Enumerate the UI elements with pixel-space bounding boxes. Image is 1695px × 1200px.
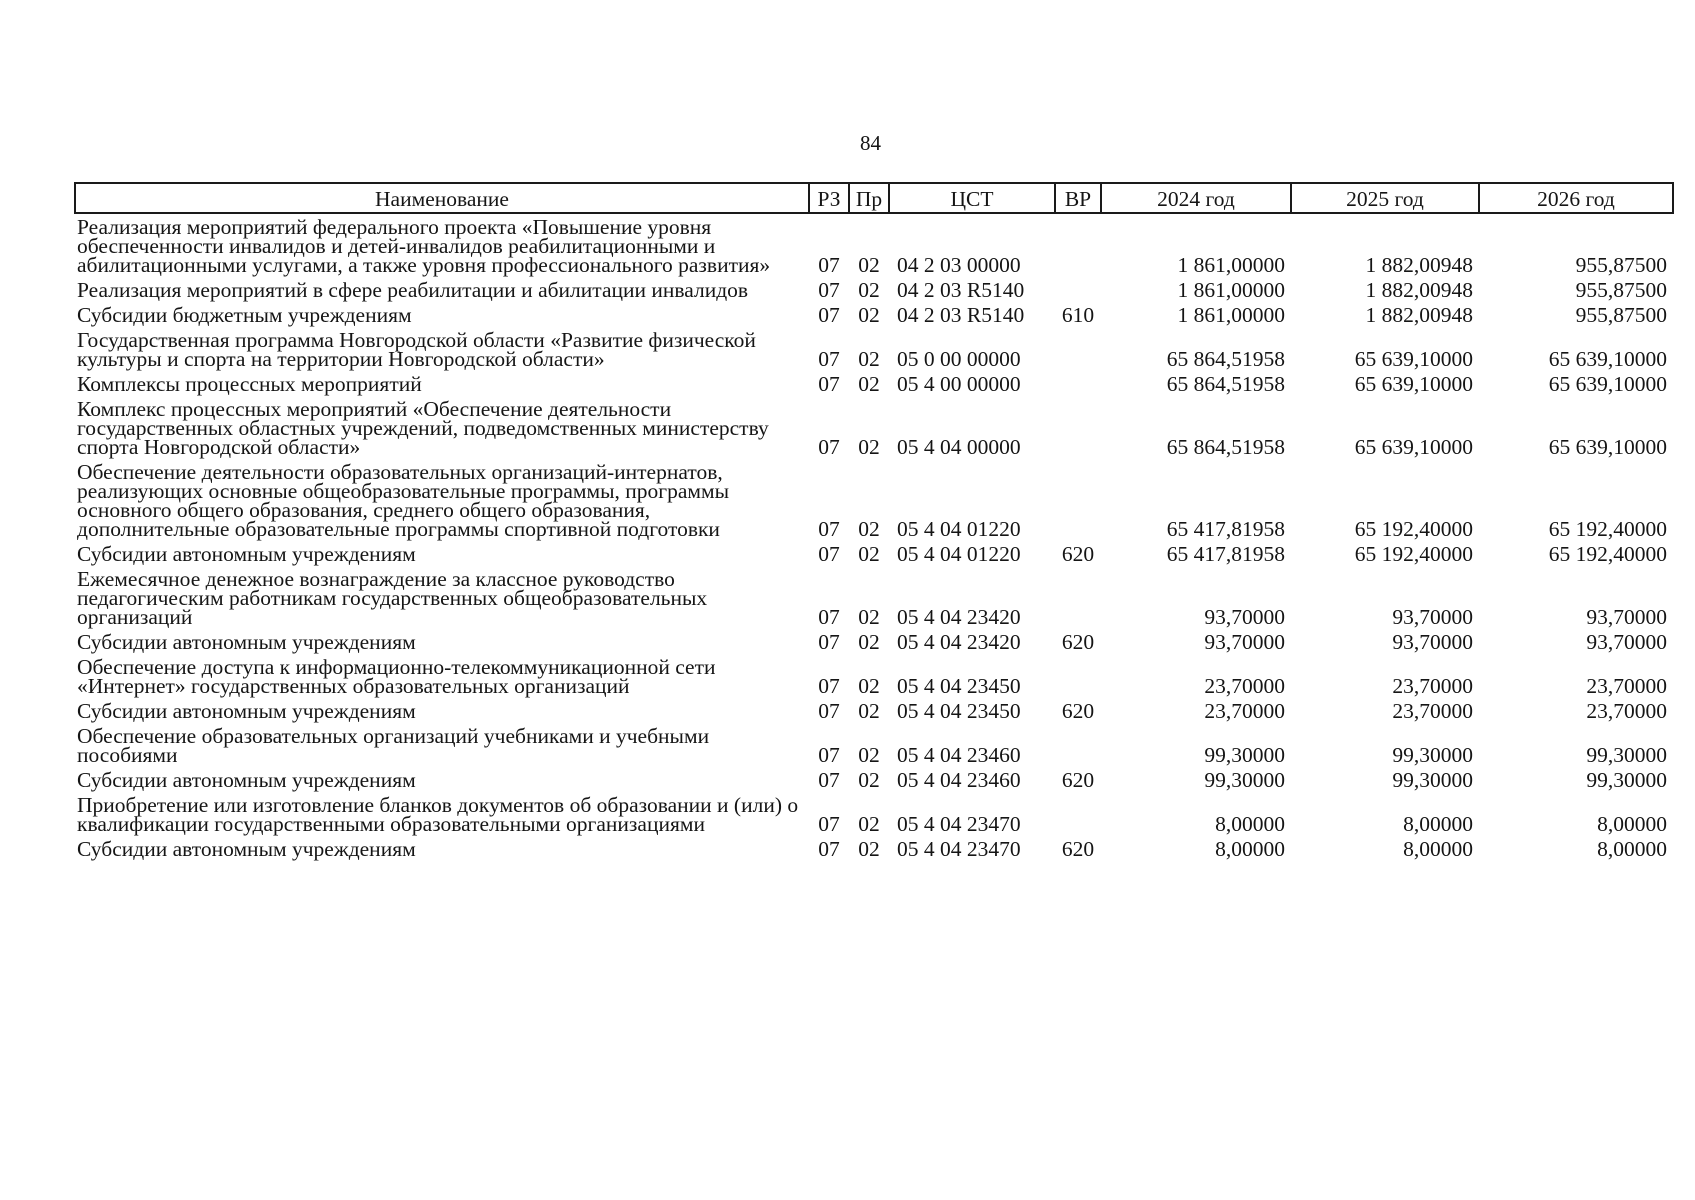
row-vr	[1055, 371, 1101, 396]
row-rz: 07	[818, 699, 840, 723]
row-rz: 07	[818, 812, 840, 836]
row-2024: 93,70000	[1204, 605, 1285, 629]
row-pr: 02	[858, 743, 880, 767]
header-vr: ВР	[1055, 183, 1101, 213]
row-2026: 8,00000	[1597, 837, 1667, 861]
row-name: Приобретение или изготовление бланков документов об образовании и (или) о квалификации государственными образовательными организациями	[77, 793, 799, 836]
row-2026: 65 192,40000	[1548, 517, 1667, 541]
row-2026: 955,87500	[1575, 278, 1667, 302]
row-name: Субсидии автономным учреждениям	[77, 837, 416, 861]
row-2024: 93,70000	[1204, 630, 1285, 654]
table-row	[75, 213, 1673, 277]
row-2025: 1 882,00948	[1365, 253, 1473, 277]
row-rz: 07	[818, 372, 840, 396]
row-name: Обеспечение образовательных организаций учебниками и учебными пособиями	[77, 724, 710, 767]
row-name: Субсидии автономным учреждениям	[77, 630, 416, 654]
row-rz: 07	[818, 630, 840, 654]
table-row	[75, 371, 1673, 396]
row-rz: 07	[818, 278, 840, 302]
row-2024: 23,70000	[1204, 674, 1285, 698]
row-2025: 99,30000	[1392, 743, 1473, 767]
row-2025: 8,00000	[1403, 812, 1473, 836]
row-cst: 04 2 03 R5140	[897, 278, 1025, 302]
row-rz: 07	[818, 743, 840, 767]
row-2024: 65 417,81958	[1166, 517, 1285, 541]
row-2026: 65 639,10000	[1548, 435, 1667, 459]
row-vr: 610	[1061, 303, 1095, 327]
header-2024: 2024 год	[1101, 183, 1291, 213]
row-vr	[1055, 396, 1101, 459]
row-pr: 02	[858, 435, 880, 459]
row-cst: 05 4 00 00000	[897, 372, 1021, 396]
row-rz: 07	[818, 768, 840, 792]
row-name: Субсидии автономным учреждениям	[77, 699, 416, 723]
row-vr: 620	[1061, 699, 1095, 723]
row-vr	[1055, 723, 1101, 767]
row-pr: 02	[858, 372, 880, 396]
row-2024: 65 417,81958	[1166, 542, 1285, 566]
row-name: Субсидии автономным учреждениям	[77, 542, 416, 566]
row-2025: 65 639,10000	[1354, 347, 1473, 371]
row-2026: 8,00000	[1597, 812, 1667, 836]
row-name: Комплексы процессных мероприятий	[77, 372, 422, 396]
row-cst: 05 4 04 23450	[897, 674, 1021, 698]
row-2025: 65 192,40000	[1354, 542, 1473, 566]
row-name: Реализация мероприятий федерального проекта «Повышение уровня обеспеченности инвалидов и детей-инвалидов реабилитационными и абилитационными услугами, а также уровня профессионального развития»	[77, 215, 771, 277]
row-2025: 93,70000	[1392, 605, 1473, 629]
row-vr: 620	[1061, 542, 1095, 566]
table-header	[75, 183, 1673, 213]
row-vr	[1055, 213, 1101, 277]
row-cst: 05 4 04 23460	[897, 768, 1021, 792]
row-rz: 07	[818, 674, 840, 698]
row-cst: 05 4 04 23470	[897, 837, 1021, 861]
row-name: Комплекс процессных мероприятий «Обеспечение деятельности государственных областных учреждений, подведомственных министерству спорта Новгородской области»	[77, 397, 769, 459]
row-cst: 05 4 04 01220	[897, 517, 1021, 541]
header-cst: ЦСТ	[889, 183, 1055, 213]
header-2025: 2025 год	[1291, 183, 1479, 213]
row-2026: 65 639,10000	[1548, 372, 1667, 396]
row-name: Субсидии бюджетным учреждениям	[77, 303, 412, 327]
row-rz: 07	[818, 837, 840, 861]
table-row	[75, 541, 1673, 566]
row-vr: 620	[1061, 837, 1095, 861]
table-row	[75, 277, 1673, 302]
row-cst: 04 2 03 00000	[897, 253, 1021, 277]
row-pr: 02	[858, 768, 880, 792]
row-pr: 02	[858, 674, 880, 698]
row-pr: 02	[858, 630, 880, 654]
row-2025: 8,00000	[1403, 837, 1473, 861]
row-2026: 23,70000	[1586, 699, 1667, 723]
row-cst: 05 4 04 01220	[897, 542, 1021, 566]
table-row	[75, 792, 1673, 836]
row-2025: 65 192,40000	[1354, 517, 1473, 541]
table-row	[75, 566, 1673, 629]
row-2024: 8,00000	[1215, 812, 1285, 836]
row-2024: 65 864,51958	[1166, 435, 1285, 459]
row-2025: 93,70000	[1392, 630, 1473, 654]
row-vr: 620	[1061, 768, 1095, 792]
row-name: Обеспечение деятельности образовательных организаций-интернатов, реализующих основные общеобразовательные программы, программы основного общего образования, среднего общего образования, дополнительные образовательные программы спортивной подготовки	[77, 460, 730, 541]
row-pr: 02	[858, 837, 880, 861]
row-2026: 65 192,40000	[1548, 542, 1667, 566]
row-2026: 99,30000	[1586, 768, 1667, 792]
row-cst: 05 4 04 00000	[897, 435, 1021, 459]
row-cst: 05 0 00 00000	[897, 347, 1021, 371]
row-2025: 23,70000	[1392, 699, 1473, 723]
row-name: Ежемесячное денежное вознаграждение за классное руководство педагогическим работникам государственных общеобразовательных организаций	[77, 567, 708, 629]
table-row	[75, 459, 1673, 541]
row-pr: 02	[858, 699, 880, 723]
page-number: 84	[860, 131, 881, 155]
row-2024: 1 861,00000	[1177, 303, 1285, 327]
row-2025: 1 882,00948	[1365, 303, 1473, 327]
row-rz: 07	[818, 605, 840, 629]
row-2024: 65 864,51958	[1166, 347, 1285, 371]
row-2024: 65 864,51958	[1166, 372, 1285, 396]
row-2024: 99,30000	[1204, 768, 1285, 792]
table-row	[75, 396, 1673, 459]
row-rz: 07	[818, 435, 840, 459]
row-2025: 99,30000	[1392, 768, 1473, 792]
row-name: Субсидии автономным учреждениям	[77, 768, 416, 792]
row-vr	[1055, 459, 1101, 541]
row-pr: 02	[858, 605, 880, 629]
row-pr: 02	[858, 278, 880, 302]
row-cst: 05 4 04 23460	[897, 743, 1021, 767]
row-2024: 1 861,00000	[1177, 253, 1285, 277]
row-name: Реализация мероприятий в сфере реабилитации и абилитации инвалидов	[77, 278, 749, 302]
row-2026: 955,87500	[1575, 253, 1667, 277]
table-row	[75, 836, 1673, 861]
row-pr: 02	[858, 347, 880, 371]
row-cst: 05 4 04 23420	[897, 630, 1021, 654]
row-2024: 8,00000	[1215, 837, 1285, 861]
row-cst: 05 4 04 23450	[897, 699, 1021, 723]
row-pr: 02	[858, 542, 880, 566]
table-row	[75, 767, 1673, 792]
row-vr	[1055, 566, 1101, 629]
row-2025: 65 639,10000	[1354, 435, 1473, 459]
table-body	[75, 213, 1673, 861]
row-vr: 620	[1061, 630, 1095, 654]
row-2026: 65 639,10000	[1548, 347, 1667, 371]
row-name: Государственная программа Новгородской области «Развитие физической культуры и спорта на территории Новгородской области»	[77, 328, 756, 371]
row-rz: 07	[818, 542, 840, 566]
table-row	[75, 698, 1673, 723]
header-row	[75, 183, 1673, 213]
header-rz: РЗ	[809, 183, 849, 213]
row-2026: 93,70000	[1586, 605, 1667, 629]
row-2026: 955,87500	[1575, 303, 1667, 327]
row-2024: 23,70000	[1204, 699, 1285, 723]
row-cst: 05 4 04 23420	[897, 605, 1021, 629]
row-pr: 02	[858, 517, 880, 541]
table-row	[75, 654, 1673, 698]
header-2026: 2026 год	[1479, 183, 1673, 213]
row-rz: 07	[818, 517, 840, 541]
row-pr: 02	[858, 253, 880, 277]
table-row	[75, 302, 1673, 327]
row-2024: 99,30000	[1204, 743, 1285, 767]
row-2026: 93,70000	[1586, 630, 1667, 654]
table-row	[75, 723, 1673, 767]
row-cst: 05 4 04 23470	[897, 812, 1021, 836]
row-vr	[1055, 654, 1101, 698]
row-2025: 23,70000	[1392, 674, 1473, 698]
row-2026: 23,70000	[1586, 674, 1667, 698]
row-2025: 65 639,10000	[1354, 372, 1473, 396]
row-cst: 04 2 03 R5140	[897, 303, 1025, 327]
row-vr	[1055, 792, 1101, 836]
row-2025: 1 882,00948	[1365, 278, 1473, 302]
header-name: Наименование	[75, 183, 809, 213]
table-row	[75, 629, 1673, 654]
row-rz: 07	[818, 303, 840, 327]
row-pr: 02	[858, 303, 880, 327]
budget-table	[74, 182, 1674, 861]
table-row	[75, 327, 1673, 371]
row-rz: 07	[818, 347, 840, 371]
row-2024: 1 861,00000	[1177, 278, 1285, 302]
row-name: Обеспечение доступа к информационно-телекоммуникационной сети «Интернет» государственных образовательных организаций	[77, 655, 716, 698]
row-rz: 07	[818, 253, 840, 277]
header-pr: Пр	[849, 183, 889, 213]
row-pr: 02	[858, 812, 880, 836]
row-vr	[1055, 327, 1101, 371]
row-vr	[1055, 277, 1101, 302]
row-2026: 99,30000	[1586, 743, 1667, 767]
